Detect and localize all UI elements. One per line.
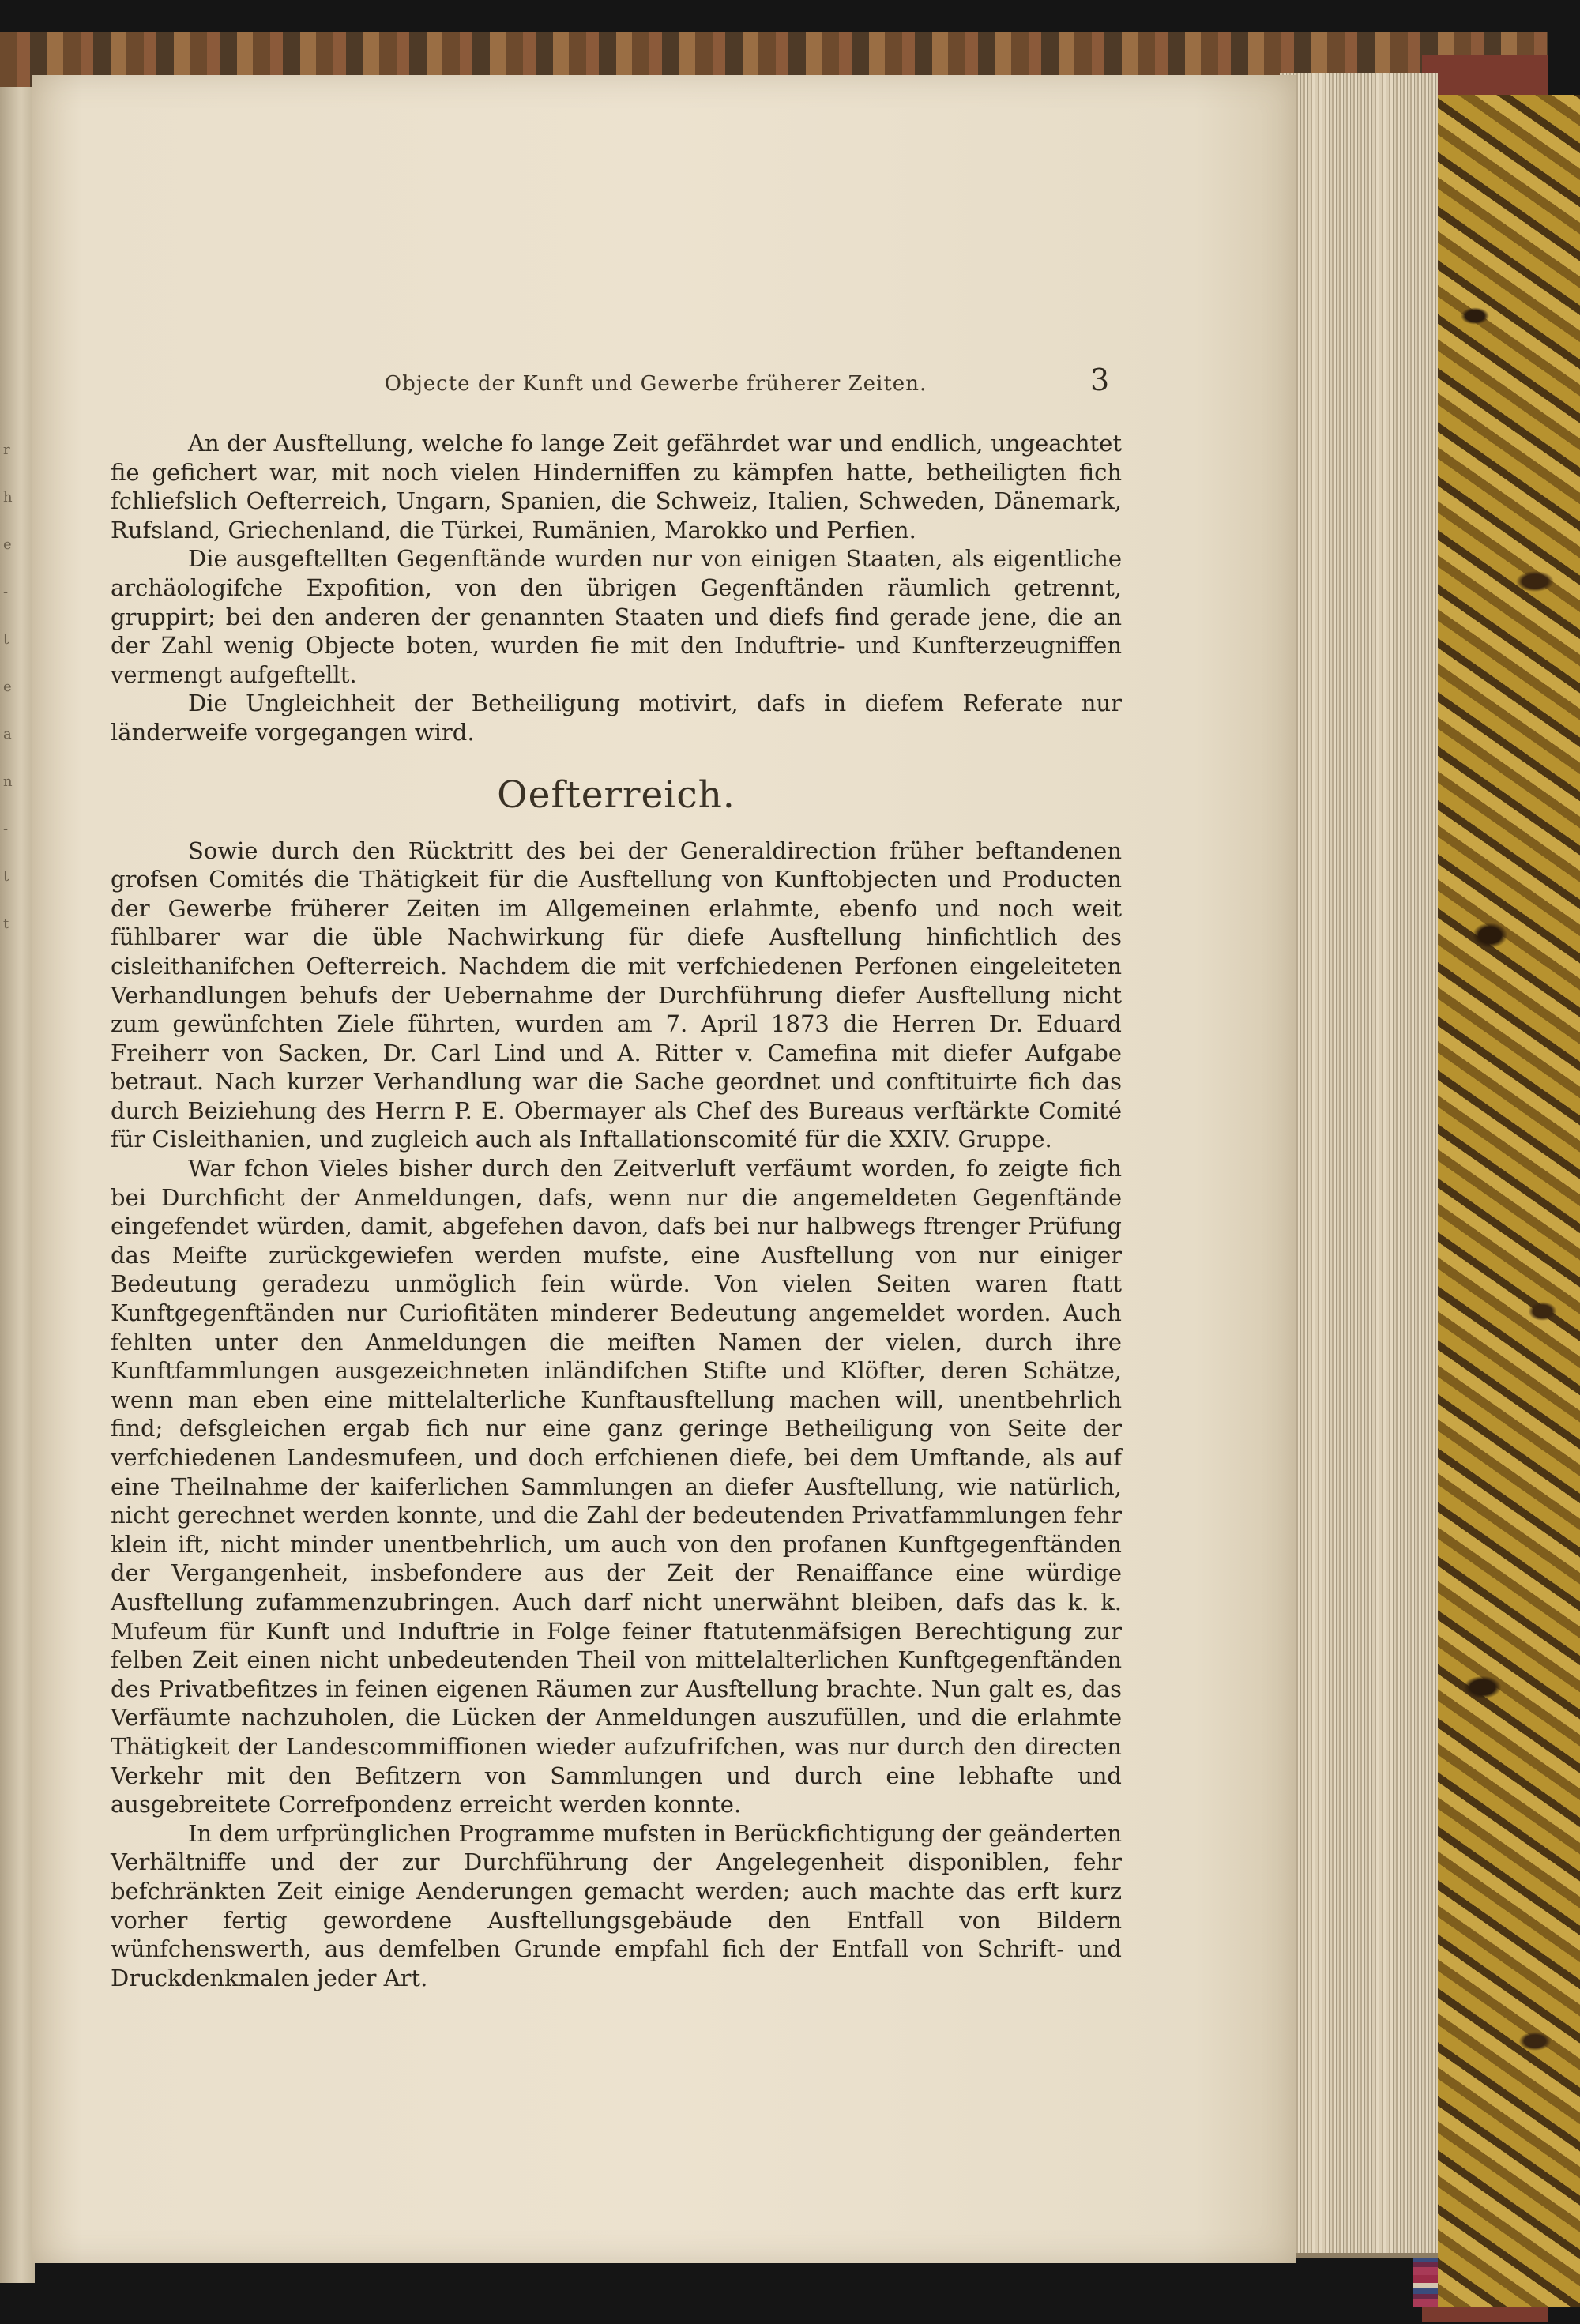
facing-page-letter: h [3, 489, 13, 506]
paragraph: An der Ausftellung, welche fo lange Zeit gefährdet war und endlich, ungeachtet fie gefichert war, mit noch vielen Hinderniffen zu kämpfen hatte, betheiligten fich fchliefslich Oefterreich, Ungarn, Spanien, die Schweiz, Italien, Schweden, Dänemark, Rufsland, Griechenland, die Türkei, Rumänien, Marokko und Perfien. [111, 430, 1122, 543]
facing-page-letter: e [3, 536, 12, 553]
stacked-page-edges [1280, 73, 1438, 2258]
facing-page-letter: - [3, 821, 9, 837]
facing-page-letters [3, 427, 27, 948]
facing-page-letter: r [3, 442, 10, 458]
paragraph: War fchon Vieles bisher durch den Zeitverluft verfäumt worden, fo zeigte fich bei Durchficht der Anmeldungen, dafs, wenn nur die angemeldeten Gegenftände eingefendet würden, damit, abgefehen davon, dafs bei nur halbwegs ftrenger Prüfung das Meifte zurückgewiefen werden mufste, eine Ausftellung von nur einiger Bedeutung geradezu unmöglich fein würde. Von vielen Seiten waren ftatt Kunftgegenftänden nur Curiofitäten minderer Bedeutung angemeldet worden. Auch fehlten unter den Anmeldungen die meiften Namen der vielen, durch ihre Kunftfammlungen ausgezeichneten inländifchen Stifte und Klöfter, deren Schätze, wenn man eben eine mittelalterliche Kunftausftellung machen will, unentbehrlich find; defsgleichen ergab fich nur eine ganz geringe Betheiligung von Seite der verfchiedenen Landesmufeen, und doch erfchienen diefe, bei dem Umftande, als auf eine Theilnahme der kaiferlichen Sammlungen an diefer Ausftellung, wie natürlich, nicht gerechnet werden konnte, und die Zahl der bedeutenden Privatfammlungen fehr klein ift, nicht minder unentbehrlich, um auch von den profanen Kunftgegenftänden der Vergangenheit, insbefondere aus der Zeit der Renaiffance eine würdige Ausftellung zufammenzubringen. Auch darf nicht unerwähnt bleiben, dafs das k. k. Mufeum für Kunft und Induftrie in Folge feiner ftatutenmäfsigen Berechtigung zur felben Zeit einen nicht unbedeutenden Theil von mittelalterlichen Kunftgegenftänden des Privatbefitzes in feinen eigenen Räumen zur Ausftellung brachte. Nun galt es, das Verfäumte nachzuholen, die Lücken der Anmeldungen auszufüllen, und die erlahmte Thätigkeit der Landescommiffionen wieder aufzufrifchen, was nur durch den directen Verkehr mit den Befitzern von Sammlungen und durch eine lebhafte und ausgebreitete Correfpondenz erreicht werden konnte. [111, 1155, 1122, 1818]
facing-page-letter: a [3, 726, 12, 743]
facing-page-edge [0, 87, 35, 2283]
paragraph: In dem urfprünglichen Programme mufsten in Berückfichtigung der geänderten Verhältniffe und der zur Durchführung der Angelegenheit disponiblen, fehr befchränkten Zeit einige Aenderungen gemacht werden; auch machte das erft kurz vorher fertig gewordene Ausftellungsgebäude den Entfall von Bildern wünfchenswerth, aus demfelben Grunde empfahl fich der Entfall von Schrift- und Druckdenkmalen jeder Art. [111, 1819, 1122, 1991]
page-number: 3 [1090, 363, 1110, 397]
paragraph: Die ausgeftellten Gegenftände wurden nur von einigen Staaten, als eigentliche archäologifche Expofition, von den übrigen Gegenftänden räumlich getrennt, gruppirt; bei den anderen der genannten Staaten und diefs find gerade jene, die an der Zahl wenig Objecte boten, wurden fie mit den Induftrie- und Kunfterzeugniffen vermengt aufgeftellt. [111, 545, 1122, 688]
marbled-endpaper [1430, 95, 1580, 2307]
paragraph: Sowie durch den Rücktritt des bei der Generaldirection früher beftandenen grofsen Comités die Thätigkeit für die Ausftellung von Kunftobjecten und Producten der Gewerbe früherer Zeiten im Allgemeinen erlahmte, ebenfo und noch weit fühlbarer war die üble Nachwirkung für diefe Ausftellung hinfichtlich des cisleithanifchen Oefterreich. Nachdem die mit verfchiedenen Perfonen eingeleiteten Verhandlungen behufs der Uebernahme der Durchführung diefer Ausftellung nicht zum gewünfchten Ziele führten, wurden am 7. April 1873 die Herren Dr. Eduard Freiherr von Sacken, Dr. Carl Lind und A. Ritter v. Camefina mit diefer Aufgabe betraut. Nach kurzer Verhandlung war die Sache geordnet und conftituirte fich das durch Beiziehung des Herrn P. E. Obermayer als Chef des Bureaus verftärkte Comité für Cisleithanien, und zugleich auch als Inftallationscomité für die XXIV. Gruppe. [111, 837, 1122, 1153]
book-page [32, 75, 1296, 2263]
facing-page-letter: t [3, 916, 9, 932]
facing-page-letter: e [3, 679, 12, 695]
paragraph: Die Ungleichheit der Betheiligung motivirt, dafs in diefem Referate nur länderweife vorgegangen wird. [111, 690, 1122, 746]
facing-page-letter: t [3, 868, 9, 885]
facing-page-letter: n [3, 773, 13, 790]
facing-page-letter: t [3, 631, 9, 648]
facing-page-letter: - [3, 584, 9, 600]
running-head: Objecte der Kunft und Gewerbe früherer Zeiten. [384, 372, 927, 396]
page-body [111, 429, 1122, 1992]
section-title: Oefterreich. [497, 773, 735, 817]
